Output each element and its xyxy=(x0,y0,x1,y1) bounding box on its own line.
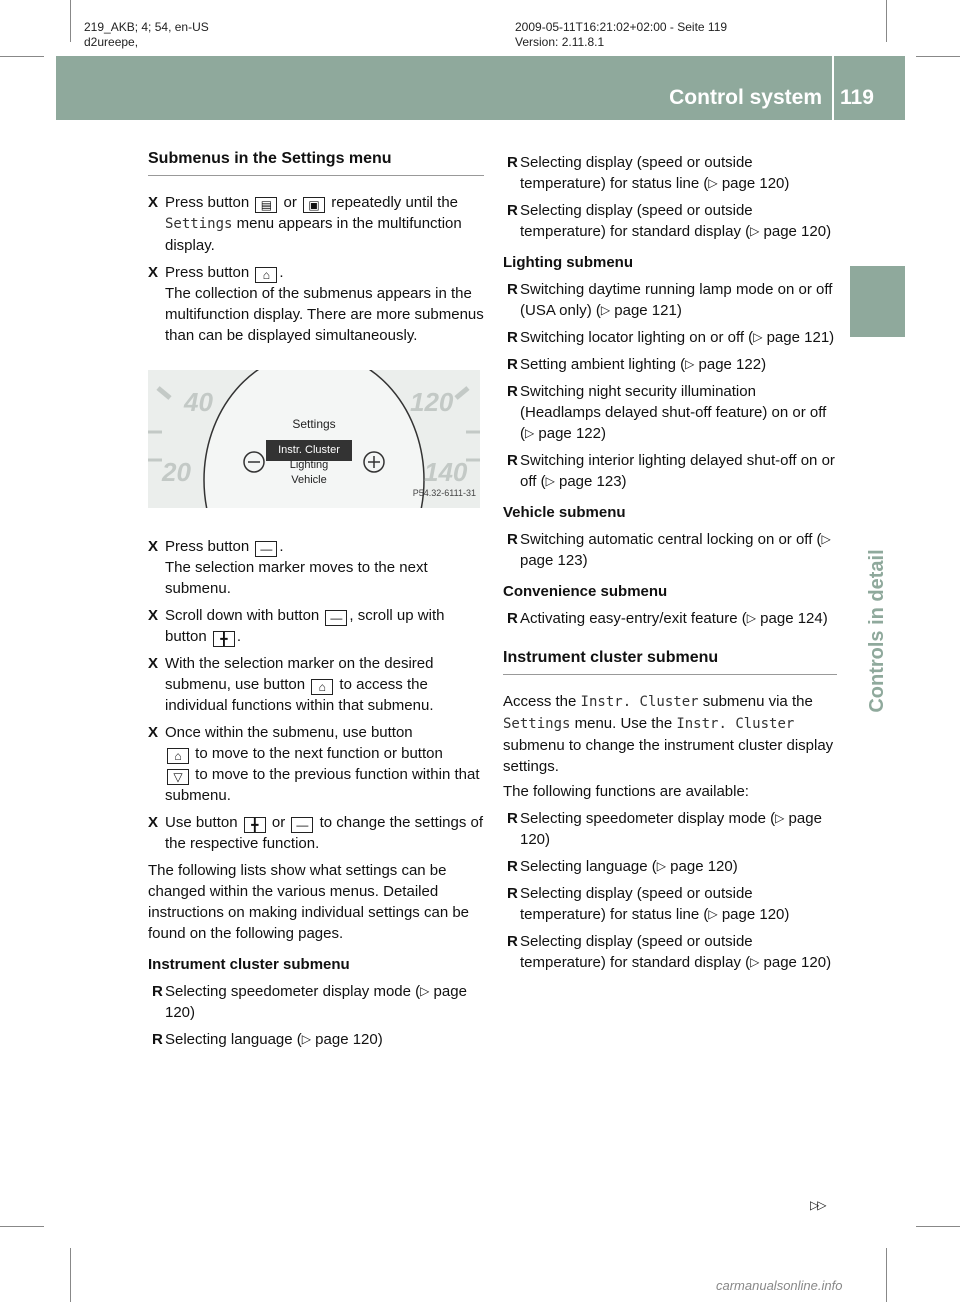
list-item xyxy=(503,931,837,973)
list-item xyxy=(503,450,837,492)
page-ref-arrow-icon: ▷ xyxy=(708,176,718,190)
list-item xyxy=(503,200,837,242)
step-text: to access the individual functions within that submenu. xyxy=(165,676,434,714)
page-ref-arrow-icon: ▷ xyxy=(685,357,695,371)
list-item xyxy=(503,327,837,348)
page-ref-arrow-icon: ▷ xyxy=(708,907,718,921)
down-button-icon: ▽ xyxy=(167,769,189,785)
display-button-b-icon: ▣ xyxy=(303,197,325,213)
list-item xyxy=(503,808,837,850)
header-divider xyxy=(832,56,834,120)
bullet-icon: R xyxy=(507,858,518,875)
list-item-text: Switching daytime running lamp mode on or off (USA only) ( xyxy=(520,281,833,319)
speed-label: 120 xyxy=(410,387,454,417)
instruction-step xyxy=(148,536,484,599)
step-text: to change the settings of the respective function. xyxy=(165,814,484,852)
crop-mark xyxy=(70,0,71,42)
para-text: submenu via the xyxy=(698,693,813,710)
list-item xyxy=(503,529,837,571)
step-marker-icon: X xyxy=(148,607,159,624)
bullet-icon: R xyxy=(507,356,518,373)
body-paragraph: The following lists show what settings can be changed within the various menus. Detailed instructions on making individual settings can be found on the following pages. xyxy=(148,862,470,942)
minus-button-icon: — xyxy=(255,541,277,557)
list-item-text: Selecting display (speed or outside temperature) for standard display ( xyxy=(520,202,753,240)
step-result: The selection marker moves to the next submenu. xyxy=(165,559,428,597)
display-menu-item: Vehicle xyxy=(291,474,327,486)
subsection-heading: Vehicle submenu xyxy=(503,504,626,521)
bullet-icon: R xyxy=(507,329,518,346)
continued-arrow-icon: ▷▷ xyxy=(810,1198,825,1212)
step-marker-icon: X xyxy=(148,814,159,831)
page-ref: page 122) xyxy=(538,425,606,442)
speed-label: 40 xyxy=(184,387,213,417)
page-ref-arrow-icon: ▷ xyxy=(753,330,763,344)
bullet-icon: R xyxy=(152,1031,163,1048)
step-text: or xyxy=(267,814,290,831)
page-ref: page 120) xyxy=(670,858,738,875)
page-ref: page 120) xyxy=(721,175,790,192)
bullet-icon: R xyxy=(507,452,518,469)
step-text: to move to the next function or button xyxy=(191,745,443,762)
page-ref-arrow-icon: ▷ xyxy=(750,955,760,969)
para-text: menu. Use the xyxy=(570,715,677,732)
bullet-icon: R xyxy=(152,983,163,1000)
page-ref-arrow-icon: ▷ xyxy=(545,474,555,488)
bullet-icon: R xyxy=(507,531,518,548)
print-meta-left xyxy=(84,20,209,50)
crop-mark xyxy=(0,1226,44,1227)
list-item-text: Selecting display (speed or outside temperature) for standard display ( xyxy=(520,933,753,971)
settings-menu-name: Settings xyxy=(165,216,233,232)
step-text: Press button xyxy=(165,538,254,555)
list-item-text: Selecting language ( xyxy=(165,1031,302,1048)
up-button-icon: ⌂ xyxy=(255,267,277,283)
page-ref-arrow-icon: ▷ xyxy=(600,303,611,317)
body-paragraph xyxy=(503,691,837,777)
section-title: Control system xyxy=(669,86,822,109)
display-menu-item: Lighting xyxy=(289,459,329,471)
instruction-step xyxy=(148,653,484,716)
page-ref: page 120) xyxy=(165,983,467,1021)
page-ref-arrow-icon: ▷ xyxy=(420,984,430,998)
meta-line: 219_AKB; 4; 54, en-US xyxy=(84,20,209,34)
page-ref: page 120) xyxy=(520,810,822,848)
step-text: . xyxy=(236,628,242,645)
menu-name: Instr. Cluster xyxy=(676,716,795,732)
instrument-cluster-illustration xyxy=(148,370,480,508)
page-ref-arrow-icon: ▷ xyxy=(775,811,785,825)
meta-line: Version: 2.11.8.1 xyxy=(515,35,605,49)
para-text: Access the xyxy=(503,693,581,710)
list-item-text: Activating easy-entry/exit feature ( xyxy=(520,610,747,627)
display-menu-title: Settings xyxy=(292,417,336,431)
subsection-heading: Convenience submenu xyxy=(503,583,668,600)
speed-label: 140 xyxy=(424,457,468,487)
speed-label: 20 xyxy=(162,457,191,487)
list-item xyxy=(503,856,837,877)
page-ref: page 120) xyxy=(315,1031,383,1048)
crop-mark xyxy=(916,56,960,57)
page-ref: page 120) xyxy=(763,223,832,240)
list-item-text: Switching automatic central locking on or off ( xyxy=(520,531,822,548)
instruction-step xyxy=(148,605,484,647)
page-ref-arrow-icon: ▷ xyxy=(656,859,666,873)
list-item xyxy=(148,1029,484,1050)
crop-mark xyxy=(886,1248,887,1302)
step-text: Once within the submenu, use button xyxy=(165,724,413,741)
crop-mark xyxy=(916,1226,960,1227)
body-paragraph: The following functions are available: xyxy=(503,783,749,800)
section-heading: Submenus in the Settings menu xyxy=(148,148,484,176)
step-text: Press button xyxy=(165,194,254,211)
instruction-step xyxy=(148,262,484,346)
meta-line: 2009-05-11T16:21:02+02:00 - Seite 119 xyxy=(515,20,728,34)
step-text: repeatedly until the xyxy=(327,194,458,211)
list-item-text: Selecting language ( xyxy=(520,858,657,875)
crop-mark xyxy=(886,0,887,42)
page-ref: page 123) xyxy=(558,473,627,490)
minus-button-icon: — xyxy=(325,610,347,626)
step-marker-icon: X xyxy=(148,538,159,555)
page-ref: page 122) xyxy=(698,356,767,373)
list-item xyxy=(503,152,837,194)
bullet-icon: R xyxy=(507,202,518,219)
list-item-text: Switching locator lighting on or off ( xyxy=(520,329,754,346)
page-ref-arrow-icon: ▷ xyxy=(301,1032,311,1046)
page-ref: page 120) xyxy=(721,906,790,923)
instruction-step xyxy=(148,722,484,806)
crop-mark xyxy=(0,56,44,57)
page-ref-arrow-icon: ▷ xyxy=(746,611,756,625)
bullet-icon: R xyxy=(507,281,518,298)
list-item-text: Switching interior lighting delayed shut-off on or off ( xyxy=(520,452,835,490)
page-ref-arrow-icon: ▷ xyxy=(750,224,760,238)
left-column xyxy=(148,148,484,1050)
minus-button-icon: — xyxy=(291,817,313,833)
menu-name: Instr. Cluster xyxy=(580,694,699,710)
step-marker-icon: X xyxy=(148,264,159,281)
page-ref: page 123) xyxy=(520,552,588,569)
bullet-icon: R xyxy=(507,610,518,627)
step-text: or xyxy=(279,194,302,211)
step-text: . xyxy=(279,538,284,555)
list-item-text: Selecting speedometer display mode ( xyxy=(165,983,421,1000)
menu-name: Settings xyxy=(503,716,571,732)
bullet-icon: R xyxy=(507,154,518,171)
list-item xyxy=(503,279,837,321)
watermark: carmanualsonline.info xyxy=(716,1278,843,1293)
step-marker-icon: X xyxy=(148,724,159,741)
display-button-a-icon: ▤ xyxy=(255,197,277,213)
chapter-label-text: Controls in detail xyxy=(865,549,888,713)
print-meta-right xyxy=(515,20,727,50)
instruction-step xyxy=(148,192,484,256)
page-ref: page 124) xyxy=(760,610,828,627)
bullet-icon: R xyxy=(507,885,518,902)
list-item xyxy=(503,381,837,444)
list-item-text: Setting ambient lighting ( xyxy=(520,356,686,373)
subsection-heading: Lighting submenu xyxy=(503,254,633,271)
display-menu-selected: Instr. Cluster xyxy=(266,440,352,461)
step-text: Press button xyxy=(165,264,254,281)
bullet-icon: R xyxy=(507,810,518,827)
list-item xyxy=(503,354,837,375)
step-text: , scroll up with button xyxy=(165,607,445,645)
list-item-text: Selecting display (speed or outside temperature) for status line ( xyxy=(520,154,753,192)
step-text: Use button xyxy=(165,814,242,831)
page-ref-arrow-icon: ▷ xyxy=(525,426,535,440)
crop-mark xyxy=(70,1248,71,1302)
list-item xyxy=(148,981,484,1023)
step-marker-icon: X xyxy=(148,194,159,211)
step-result: The collection of the submenus appears in the multifunction display. There are more submenus than can be displayed simultaneously. xyxy=(165,285,484,344)
list-item xyxy=(503,883,837,925)
para-text: submenu to change the instrument cluster display settings. xyxy=(503,737,834,775)
page-ref: page 121) xyxy=(614,302,682,319)
up-button-icon: ⌂ xyxy=(167,748,189,764)
page-ref: page 121) xyxy=(766,329,835,346)
page-number: 119 xyxy=(840,86,874,109)
plus-button-icon: ╋ xyxy=(213,631,235,647)
list-item xyxy=(503,608,837,629)
step-text: With the selection marker on the desired submenu, use button xyxy=(165,655,434,693)
plus-button-icon: ╋ xyxy=(244,817,266,833)
list-item-text: Selecting speedometer display mode ( xyxy=(520,810,776,827)
bullet-icon: R xyxy=(507,383,518,400)
list-item-text: Switching night security illumination (Headlamps delayed shut-off feature) on or off ( xyxy=(520,383,827,442)
up-button-icon: ⌂ xyxy=(311,679,333,695)
step-text: Scroll down with button xyxy=(165,607,324,624)
side-tab xyxy=(850,266,905,337)
illustration-code: P54.32-6111-31 xyxy=(412,488,476,498)
step-text: menu appears in the multifunction display. xyxy=(165,215,462,254)
step-marker-icon: X xyxy=(148,655,159,672)
chapter-label xyxy=(866,526,888,736)
subsection-heading: Instrument cluster submenu xyxy=(148,956,350,973)
bullet-icon: R xyxy=(507,933,518,950)
step-text: . xyxy=(279,264,284,281)
page-ref: page 120) xyxy=(763,954,832,971)
meta-line: d2ureepe, xyxy=(84,35,139,49)
section-heading: Instrument cluster submenu xyxy=(503,647,837,675)
right-column xyxy=(503,148,837,973)
page-ref-arrow-icon: ▷ xyxy=(821,532,831,546)
instruction-step xyxy=(148,812,484,854)
step-text: to move to the previous function within that submenu. xyxy=(165,766,480,804)
list-item-text: Selecting display (speed or outside temperature) for status line ( xyxy=(520,885,753,923)
